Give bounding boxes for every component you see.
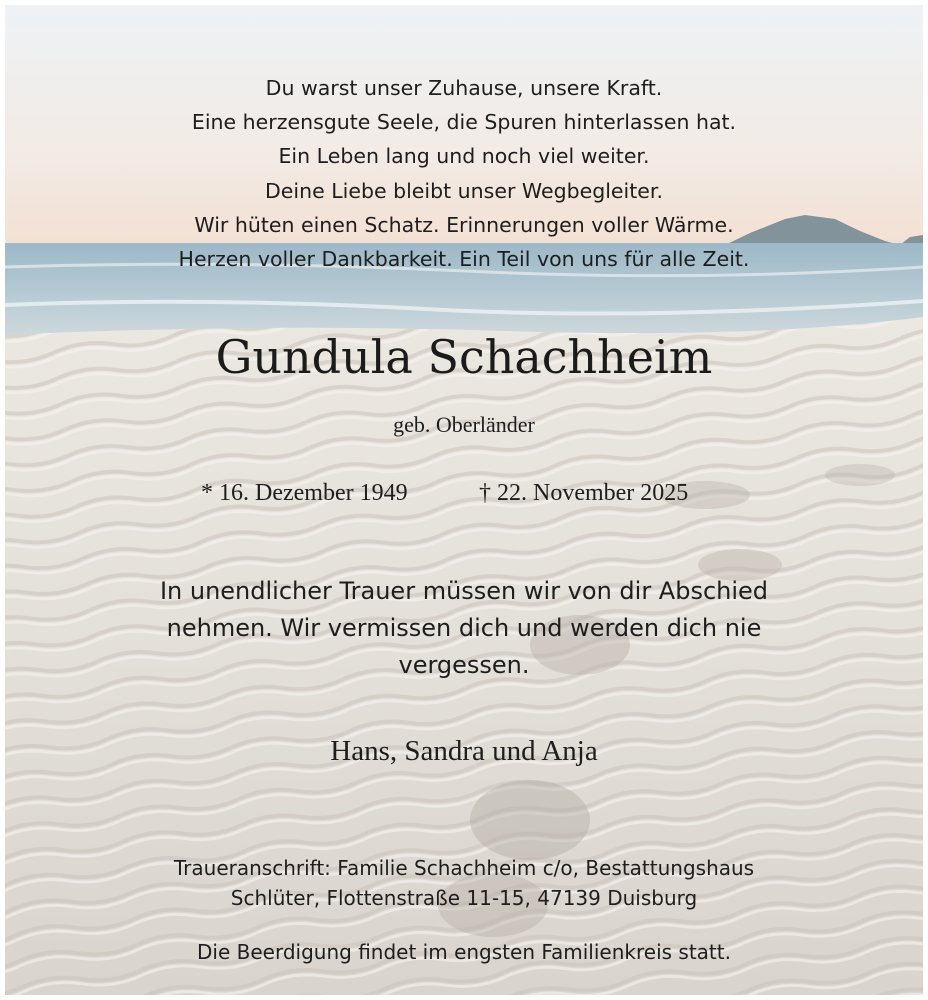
poem-line: Du warst unser Zuhause, unsere Kraft.	[265, 76, 663, 100]
birth-name: geb. Oberländer	[393, 412, 535, 437]
obituary-card	[5, 5, 923, 995]
funeral-note: Die Beerdigung findet im engsten Familienkreis statt.	[197, 940, 731, 964]
death-date: † 22. November 2025	[479, 480, 689, 506]
poem	[5, 71, 923, 276]
deceased-name: Gundula Schachheim	[215, 330, 713, 384]
poem-line: Eine herzensgute Seele, die Spuren hinterlassen hat.	[191, 110, 737, 135]
mourning-address	[5, 853, 923, 913]
poem-line: Ein Leben lang und noch viel weiter.	[278, 144, 650, 169]
birth-date: * 16. Dezember 1949	[201, 480, 408, 506]
poem-line: Herzen voller Dankbarkeit. Ein Teil von uns für alle Zeit.	[178, 247, 750, 272]
signers: Hans, Sandra und Anja	[330, 735, 598, 767]
mourning-text: In unendlicher Trauer müssen wir von dir Abschied nehmen. Wir vermissen dich und werden dich nie vergessen.	[159, 577, 769, 679]
poem-line: Deine Liebe bleibt unser Wegbegleiter.	[265, 178, 663, 203]
address-line: Schlüter, Flottenstraße 11-15, 47139 Duisburg	[230, 886, 698, 910]
poem-line: Wir hüten einen Schatz. Erinnerungen voller Wärme.	[194, 212, 734, 237]
address-line: Traueranschrift: Familie Schachheim c/o, Bestattungshaus	[173, 856, 755, 880]
